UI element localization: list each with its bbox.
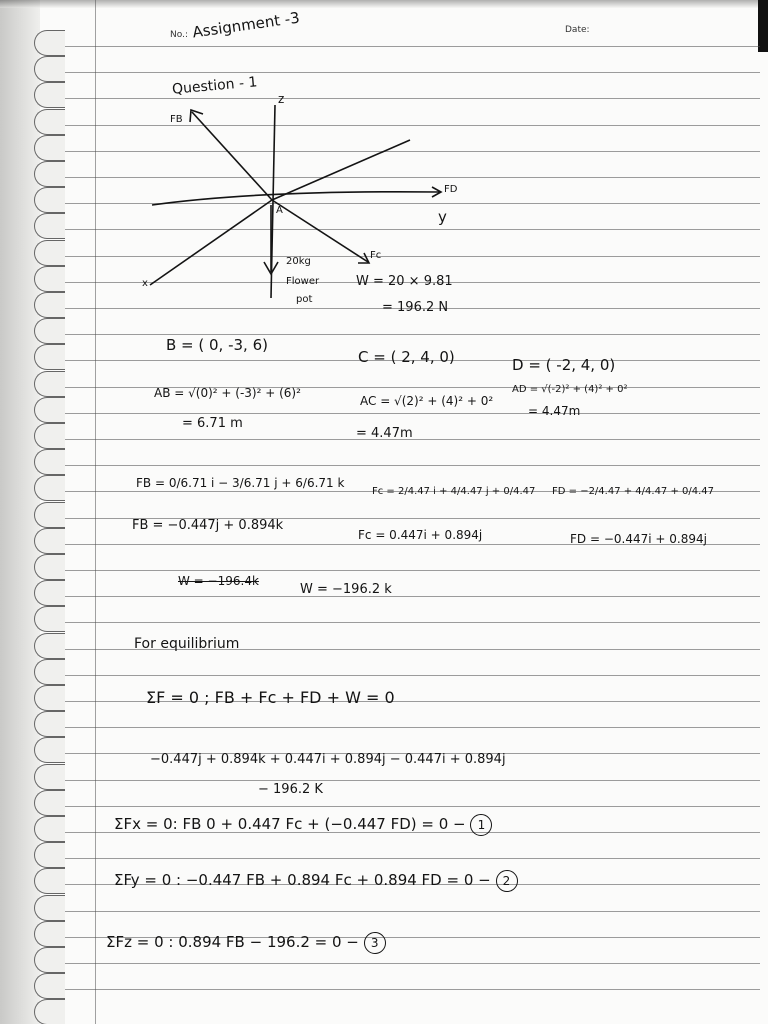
question-heading: Question - 1 <box>171 74 259 98</box>
expansion-line-2: − 196.2 K <box>258 782 323 797</box>
load-label-flower: Flower <box>286 276 320 287</box>
equation-fz <box>106 932 386 954</box>
load-label-pot: pot <box>296 294 313 305</box>
equation-fz-tag: 3 <box>364 932 386 954</box>
equation-fy <box>114 870 518 892</box>
weight-result: = 196.2 N <box>382 300 449 315</box>
label-fc: Fc <box>370 250 382 261</box>
equation-fy-text: ΣFy = 0 : −0.447 FB + 0.894 Fc + 0.894 FD = 0 − <box>114 871 491 889</box>
weight-vector-value: W = −196.2 k <box>300 582 392 597</box>
equation-fx-tag: 1 <box>470 814 492 836</box>
length-ad-value: = 4.47m <box>528 404 581 418</box>
weight-vector-struck: W = −196.4k <box>178 574 259 588</box>
label-x: x <box>142 278 148 289</box>
equation-fx <box>114 814 492 836</box>
load-label-mass: 20kg <box>286 256 311 267</box>
fb-unit-vector: FB = 0/6.71 i − 3/6.71 j + 6/6.71 k <box>136 476 345 490</box>
label-fb: FB <box>170 114 183 125</box>
coord-d: D = ( -2, 4, 0) <box>512 356 616 374</box>
label-y: y <box>438 208 447 226</box>
fd-vector-line <box>152 192 440 205</box>
length-ac: AC = √(2)² + (4)² + 0² <box>360 394 494 408</box>
fb-vector-line <box>192 112 272 200</box>
coord-c: C = ( 2, 4, 0) <box>358 348 455 366</box>
sum-of-forces: ΣF = 0 ; FB + Fc + FD + W = 0 <box>146 688 395 707</box>
label-z: z <box>278 92 285 106</box>
equilibrium-heading: For equilibrium <box>134 636 240 652</box>
equation-fx-text: ΣFx = 0: FB 0 + 0.447 Fc + (−0.447 FD) = 0 − <box>114 815 466 833</box>
label-a: A <box>276 205 283 216</box>
equation-fy-tag: 2 <box>496 870 518 892</box>
length-ab: AB = √(0)² + (-3)² + (6)² <box>154 386 301 400</box>
expansion-line-1: −0.447j + 0.894k + 0.447i + 0.894j − 0.447i + 0.894j <box>150 752 506 767</box>
coord-b: B = ( 0, -3, 6) <box>166 336 268 354</box>
fd-unit-vector: FD = −2/4.47 + 4/4.47 + 0/4.47 <box>552 486 715 497</box>
page-title: Assignment -3 <box>191 8 301 42</box>
length-ab-value: = 6.71 m <box>182 416 243 431</box>
label-fd: FD <box>444 184 458 195</box>
weight-calc: W = 20 × 9.81 <box>356 274 453 289</box>
x-axis-line <box>150 200 272 285</box>
no-label: No.: <box>170 30 188 40</box>
fd-vector-value: FD = −0.447i + 0.894j <box>570 532 707 546</box>
equation-fz-text: ΣFz = 0 : 0.894 FB − 196.2 = 0 − <box>106 933 359 951</box>
fb-vector-value: FB = −0.447j + 0.894k <box>132 518 284 533</box>
date-label: Date: <box>565 25 590 35</box>
fc-vector-line <box>272 200 368 262</box>
length-ac-value: = 4.47m <box>356 426 413 441</box>
fc-unit-vector: Fc = 2/4.47 i + 4/4.47 j + 0/4.47 <box>372 486 536 497</box>
fc-vector-value: Fc = 0.447i + 0.894j <box>358 528 483 542</box>
length-ad: AD = √(-2)² + (4)² + 0² <box>512 384 628 395</box>
